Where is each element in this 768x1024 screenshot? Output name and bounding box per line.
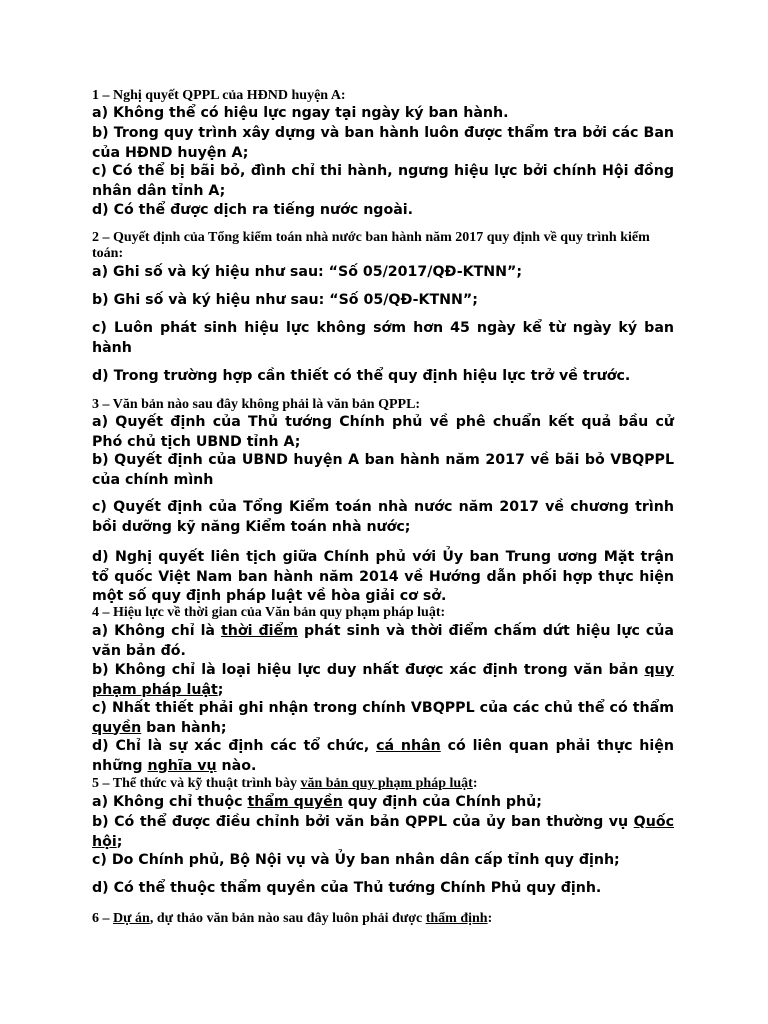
question-2-option-b: b) Ghi số và ký hiệu như sau: “Số 05/QĐ-KTNN”; [92, 292, 478, 308]
question-4-title: 4 – Hiệu lực về thời gian của Văn bản quy phạm pháp luật: [92, 605, 446, 620]
underlined-term: văn bản quy phạm pháp luật [300, 776, 473, 791]
text-segment: quy định của Chính phủ; [342, 794, 542, 810]
question-5-option-d: d) Có thể thuộc thẩm quyền của Thủ tướng Chính Phủ quy định. [92, 880, 602, 896]
underlined-term: Dự án [113, 911, 150, 926]
text-segment: ; [217, 681, 224, 698]
question-5-option-b [92, 813, 674, 852]
text-segment: a) Không chỉ là [92, 623, 222, 639]
underlined-term: thời điểm [221, 623, 298, 639]
question-1-title: 1 – Nghị quyết QPPL của HĐND huyện A: [92, 88, 346, 103]
question-4-option-a [92, 622, 674, 661]
text-segment: b) Không chỉ là loại hiệu lực duy nhất được xác định trong văn bản [92, 662, 645, 678]
underlined-term: cá nhân [376, 738, 441, 754]
text-segment: 5 – Thể thức và kỹ thuật trình bày [92, 776, 301, 791]
text-segment: a) Không chỉ thuộc [92, 794, 248, 810]
text-segment: có liên quan phải thực hiện những [92, 738, 674, 774]
question-4-option-d [92, 737, 674, 776]
underlined-term: quyền [92, 719, 142, 736]
question-1-option-d: d) Có thể được dịch ra tiếng nước ngoài. [92, 202, 414, 218]
question-6-title [92, 911, 674, 927]
question-3-option-c: c) Quyết định của Tổng Kiểm toán nhà nước năm 2017 về chương trình bồi dưỡng kỹ năng Kiểm toán nhà nước; [92, 499, 674, 535]
question-5-option-c: c) Do Chính phủ, Bộ Nội vụ và Ủy ban nhân dân cấp tỉnh quy định; [92, 852, 620, 868]
question-2-title: 2 – Quyết định của Tổng kiểm toán nhà nước ban hành năm 2017 quy định về quy trình kiểm toán: [92, 230, 650, 261]
underlined-term: thẩm định [425, 911, 488, 926]
text-segment: ban hành; [141, 719, 227, 736]
underlined-term: thẩm quyền [247, 794, 343, 810]
question-3-title: 3 – Văn bản nào sau đây không phải là văn bản QPPL: [92, 397, 421, 412]
text-segment: phát sinh và thời điểm chấm dứt hiệu lực của văn bản đó. [92, 623, 674, 659]
text-segment: c) Nhất thiết phải ghi nhận trong chính VBQPPL của các chủ thể có thẩm [92, 700, 674, 716]
underlined-term: quy phạm pháp luật [92, 662, 674, 698]
text-segment: ; [116, 833, 123, 850]
question-3-option-d: d) Nghị quyết liên tịch giữa Chính phủ với Ủy ban Trung ương Mặt trận tổ quốc Việt Nam ban hành năm 2014 về Hướng dẫn phối hợp thực hiện một số quy định pháp luật về hòa giải cơ sở. [92, 549, 674, 604]
text-segment: nào. [216, 757, 257, 774]
question-2-option-c: c) Luôn phát sinh hiệu lực không sớm hơn 45 ngày kể từ ngày ký ban hành [92, 320, 674, 356]
text-segment: 6 – [92, 911, 113, 926]
text-segment: d) Chỉ là sự xác định các tổ chức, [92, 738, 377, 754]
text-segment: b) Có thể được điều chỉnh bởi văn bản QPPL của ủy ban thường vụ [92, 814, 634, 830]
question-4-option-b [92, 661, 674, 700]
question-3-option-b: b) Quyết định của UBND huyện A ban hành năm 2017 về bãi bỏ VBQPPL của chính mình [92, 452, 674, 488]
text-segment: : [487, 911, 493, 926]
underlined-term: nghĩa vụ [147, 757, 217, 774]
underlined-term: Quốc hội [92, 814, 674, 850]
question-4-option-c [92, 699, 674, 738]
question-1-option-c: c) Có thể bị bãi bỏ, đình chỉ thi hành, ngưng hiệu lực bởi chính Hội đồng nhân dân tỉnh A; [92, 163, 674, 199]
question-5-option-a [92, 793, 674, 813]
question-2-option-d: d) Trong trường hợp cần thiết có thể quy định hiệu lực trở về trước. [92, 368, 631, 384]
text-segment: : [472, 776, 478, 791]
question-5-title [92, 776, 674, 792]
question-2-option-a: a) Ghi số và ký hiệu như sau: “Số 05/2017/QĐ-KTNN”; [92, 264, 522, 280]
question-3-option-a: a) Quyết định của Thủ tướng Chính phủ về phê chuẩn kết quả bầu cử Phó chủ tịch UBND tỉnh A; [92, 414, 674, 450]
question-1-option-a: a) Không thể có hiệu lực ngay tại ngày ký ban hành. [92, 105, 509, 121]
text-segment: , dự thảo văn bản nào sau đây luôn phải được [149, 911, 426, 926]
question-1-option-b: b) Trong quy trình xây dựng và ban hành luôn được thẩm tra bởi các Ban của HĐND huyện A; [92, 125, 674, 161]
